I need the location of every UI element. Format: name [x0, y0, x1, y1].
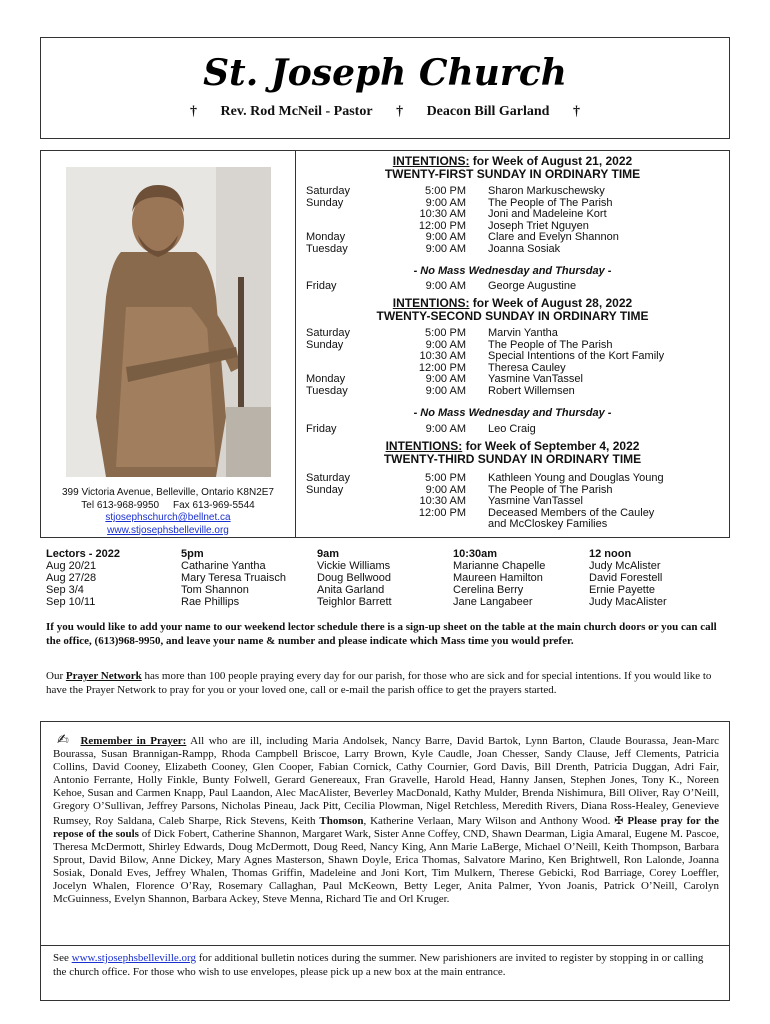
- intentions-panel: [296, 150, 730, 538]
- summer-notice-text: See www.stjosephsbelleville.org for additional bulletin notices during the summer. New parishioners are invited to register by stopping in or calling the church office. For those who wish to use envelopes, please pick up a new box at the main entrance.: [53, 952, 704, 978]
- mass-intention: Special Intentions of the Kort Family: [488, 350, 665, 363]
- left-panel: [40, 150, 296, 538]
- mass-time: 5:00 PM: [425, 327, 466, 339]
- cross-icon: ✠: [614, 813, 624, 827]
- mass-time: 9:00 AM: [425, 196, 466, 209]
- mass-time: 9:00 AM: [425, 385, 466, 397]
- remember-label: Remember in Prayer:: [80, 735, 187, 747]
- clergy-line: [41, 104, 729, 120]
- mass-time: 9:00 AM: [425, 231, 466, 244]
- mass-time: 12:00 PM: [418, 361, 466, 374]
- st-joseph-statue-image: [66, 167, 271, 477]
- mass-intention: Sharon Markuschewsky: [488, 185, 605, 197]
- church-title: St. Joseph Church: [203, 52, 567, 94]
- header-box: [40, 37, 730, 139]
- praying-hands-icon: ✍: [57, 732, 71, 748]
- mass-day: Monday: [306, 231, 346, 244]
- summer-notice-box: [40, 946, 730, 1001]
- cross-icon: †: [572, 104, 580, 119]
- lector-column: 10:30am Marianne Chapelle Maureen Hamilton Cerelina Berry Jane Langabeer: [453, 548, 546, 608]
- mass-day: Saturday: [306, 327, 351, 339]
- cross-icon: †: [190, 104, 198, 119]
- mass-intention: The People of The Parish: [488, 483, 613, 496]
- mass-day: Saturday: [306, 472, 351, 484]
- no-mass-notice: - No Mass Wednesday and Thursday -: [413, 407, 612, 419]
- mass-time: 9:00 AM: [425, 373, 466, 386]
- mass-intention: Kathleen Young and Douglas Young: [488, 472, 664, 484]
- mass-time: 9:00 AM: [425, 423, 466, 435]
- intentions-heading-week3: INTENTIONS: for Week of September 4, 2022 TWENTY-THIRD SUNDAY IN ORDINARY TIME: [383, 439, 642, 466]
- mass-intention: Leo Craig: [488, 423, 536, 435]
- mass-day: Friday: [306, 280, 337, 292]
- mass-time: 10:30 AM: [419, 208, 466, 221]
- mass-time: 9:00 AM: [425, 243, 466, 255]
- contact-info: [41, 487, 295, 537]
- website-link[interactable]: www.stjosephsbelleville.org: [107, 524, 229, 536]
- lector-column: 5pm Catharine Yantha Mary Teresa Truaisch Tom Shannon Rae Phillips: [181, 548, 286, 608]
- lector-column: 12 noon Judy McAlister David Forestell Ernie Payette Judy MacAlister: [589, 548, 667, 608]
- intentions-heading-week1: INTENTIONS: for Week of August 21, 2022 TWENTY-FIRST SUNDAY IN ORDINARY TIME: [384, 154, 641, 181]
- cross-icon: †: [396, 104, 404, 119]
- remember-in-prayer-text: ✍ Remember in Prayer: All who are ill, including Maria Andolsek, Nancy Barre, David Bartok, Lynn Barton, Claude Bourassa, Jean-Marc Bourassa, Susan Brannigan-Rampp, Rhoda Campbell Briscoe, Larry Brown, Kyle Caudle, Joan Chesser, Sandy Clause, Jeff Clements, Patricia Collins, David Cooney, Elizabeth Cooney, Glen Cooper, Fabian Cornick, Cathy Cournier, Gord Davis, Bill Drenth, Patricia Duggan, Adri Fair, Antonio Ferrante, Holly Finkle, Bunty Folwell, Gerard Genereaux, Fran Gravelle, Harold Head, Hanny Jansen, Stephen Jones, Tony K., Noreen Kehoe, Susan and Carmen Knapp, Paul Laandon, Alec MacAlister, Beverley MacDonald, Kathy Mulder, Brenda Nishimura, Bill Oliver, Ray O’Neill, Gregory O’Sullivan, Jeffrey Parsons, Nicholas Pineau, Jack Pitt, Cecilia Plowman, Nigel Retchless, Meredith Rivers, Diana Ross-Healey, Genevieve Rumsey, Roy Saldana, Caleb Sharpe, Rick Stevens, Keith Thomson, Katherine Verlaan, Mary Wilson and Anthony Wood. ✠ Please pray for the repose of the souls of Dick Fobert, Catherine Shannon, Margaret Wark, Sister Anne Coffey, CND, Shawn Dearman, Ligia Amaral, Eugene M. Pascoe, Theresa McDermott, Shirley Edwards, Doug McDermott, Doug Reed, Nancy King, Ann Marie LaBerge, Michael O’Neill, Keith Thompson, Barbara Sprout, David Bilow, Anne Dickey, Mary Agnes Masterson, Shawn Doyle, Erica Thomas, Salvatore Marino, Ken Brightwell, Ron Lalonde, Joanna Sosiak, Donald Eves, Jeffrey Whalen, Thomas Griffin, Madeleine and Joni Kort, Tim Mulkern, Therese Gebicki, Rod Barriage, Corey Loeffler, Jocelyn Whalen, Florence O’Ray, Rosemary Callaghan, Paul McKeown, Betty Leger, Anita Palmer, Yvon Joanis, Patrick O’Neill, Carolyn McGuinness, Evelyn Shannon, Barbara Ackey, Steve Menna, Richard Tie and Orl Kruger.: [53, 732, 720, 906]
- mass-day: Saturday: [306, 185, 351, 197]
- address-text: 399 Victoria Avenue, Belleville, Ontario K8N2E7: [62, 487, 274, 498]
- mass-day: Sunday: [306, 483, 344, 496]
- prayer-network-label: Prayer Network: [65, 670, 142, 682]
- lector-column: Lectors - 2022 Aug 20/21 Aug 27/28 Sep 3/4 Sep 10/11: [46, 548, 120, 608]
- mass-day: Sunday: [306, 196, 344, 209]
- pastor-name: Rev. Rod McNeil - Pastor: [220, 104, 373, 119]
- mass-intention: The People of The Parish: [488, 196, 613, 209]
- intentions-heading-week2: INTENTIONS: for Week of August 28, 2022 TWENTY-SECOND SUNDAY IN ORDINARY TIME: [376, 296, 649, 323]
- mass-intention: Clare and Evelyn Shannon: [488, 231, 619, 244]
- mass-time: 10:30 AM: [419, 495, 466, 508]
- mass-intention: Joanna Sosiak: [488, 243, 561, 255]
- mass-day: Tuesday: [306, 243, 348, 255]
- remember-in-prayer-box: [40, 721, 730, 946]
- mass-time: 12:00 PM: [418, 219, 466, 232]
- prayer-network-notice: Our Prayer Network has more than 100 people praying every day for our parish, for those who are sick and for special intentions. If you would like to have the Prayer Network to pray for you or your loved one, call or e-mail the parish office to get the prayers started.: [46, 670, 712, 696]
- mass-time: 12:00 PM: [418, 506, 466, 519]
- mass-intention: Yasmine VanTassel: [488, 373, 583, 386]
- mass-time: 9:00 AM: [425, 280, 466, 292]
- deacon-name: Deacon Bill Garland: [426, 104, 550, 119]
- lector-column: 9am Vickie Williams Doug Bellwood Anita Garland Teighlor Barrett: [317, 548, 392, 608]
- mass-intention: Yasmine VanTassel: [488, 495, 583, 508]
- website-link[interactable]: www.stjosephsbelleville.org: [71, 952, 196, 964]
- mass-time: 5:00 PM: [425, 185, 466, 197]
- mass-intention: Joni and Madeleine Kort: [488, 208, 607, 221]
- mass-day: Friday: [306, 423, 337, 435]
- mass-day: Sunday: [306, 338, 344, 351]
- mass-intention: Deceased Members of the Cauley: [488, 506, 655, 519]
- mass-intention: Marvin Yantha: [488, 327, 558, 339]
- mass-intention: George Augustine: [488, 280, 577, 292]
- mass-time: 5:00 PM: [425, 472, 466, 484]
- phone-fax-text: Tel 613-968-9950 Fax 613-969-5544: [81, 499, 255, 511]
- mass-time: 9:00 AM: [425, 338, 466, 351]
- mass-day: Tuesday: [306, 385, 348, 397]
- email-link[interactable]: stjosephschurch@bellnet.ca: [105, 512, 231, 523]
- mass-intention: Theresa Cauley: [488, 361, 566, 374]
- mass-intention: Joseph Triet Nguyen: [488, 219, 589, 232]
- no-mass-notice: - No Mass Wednesday and Thursday -: [413, 265, 612, 277]
- mass-intention: Robert Willemsen: [488, 385, 575, 397]
- mass-day: Monday: [306, 373, 346, 386]
- lector-signup-notice: If you would like to add your name to our weekend lector schedule there is a sign-up sheet on the table at the main church doors or you can call the office, (613)968-9950, and leave your name & number and please indicate which Mass time you would prefer.: [46, 621, 717, 647]
- mass-time: 9:00 AM: [425, 483, 466, 496]
- mass-intention: The People of The Parish: [488, 338, 613, 351]
- mass-time: 10:30 AM: [419, 350, 466, 363]
- repose-label: Please pray for the repose of the souls: [53, 814, 719, 840]
- mass-intention: and McCloskey Families: [488, 518, 608, 531]
